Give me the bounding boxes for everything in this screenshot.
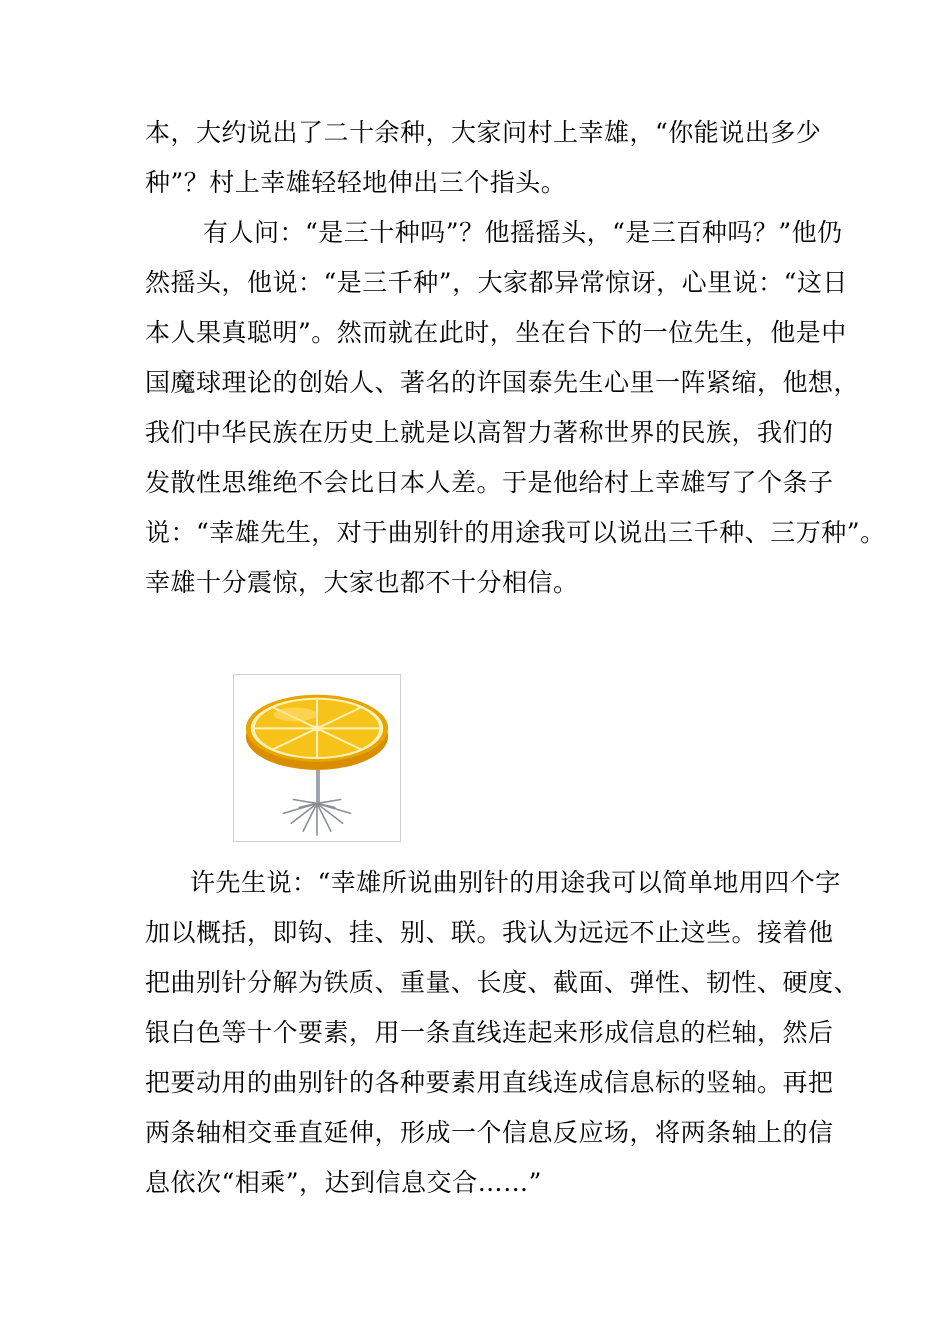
paragraph-line: 两条轴相交垂直延伸，形成一个信息反应场，将两条轴上的信	[145, 1118, 834, 1147]
paragraph-line: 把曲别针分解为铁质、重量、长度、截面、弹性、韧性、硬度、	[145, 968, 860, 997]
paragraph-line: 银白色等十个要素，用一条直线连起来形成信息的栏轴，然后	[145, 1018, 834, 1047]
orange-slice-table-icon	[234, 675, 400, 841]
paragraph-line: 有人问：“是三十种吗”？他摇摇头，“是三百种吗？”他仍	[203, 218, 843, 247]
paragraph-line: 幸雄十分震惊，大家也都不十分相信。	[145, 568, 579, 597]
paragraph-line: 把要动用的曲别针的各种要素用直线连成信息标的竖轴。再把	[145, 1068, 834, 1097]
paragraph-2	[145, 208, 886, 608]
paragraph-line: 我们中华民族在历史上就是以高智力著称世界的民族，我们的	[145, 418, 834, 447]
paragraph-line: 发散性思维绝不会比日本人差。于是他给村上幸雄写了个条子	[145, 468, 834, 497]
paragraph-line: 本，大约说出了二十余种，大家问村上幸雄，“你能说出多少	[145, 118, 822, 147]
paragraph-line: 种”？村上幸雄轻轻地伸出三个指头。	[145, 168, 567, 197]
paragraph-line: 许先生说：“幸雄所说曲别针的用途我可以简单地用四个字	[190, 868, 841, 897]
paragraph-line: 说：“幸雄先生，对于曲别针的用途我可以说出三千种、三万种”。	[145, 518, 886, 547]
paragraph-line: 国魔球理论的创始人、著名的许国泰先生心里一阵紧缩，他想，	[145, 368, 860, 397]
paragraph-1	[145, 108, 840, 208]
orange-slice-table-image	[233, 674, 401, 842]
paragraph-line: 本人果真聪明”。然而就在此时，坐在台下的一位先生，他是中	[145, 318, 847, 347]
paragraph-line: 加以概括，即钩、挂、别、联。我认为远远不止这些。接着他	[145, 918, 834, 947]
paragraph-3	[145, 858, 860, 1208]
paragraph-line: 然摇头，他说：“是三千种”，大家都异常惊讶，心里说：“这日	[145, 268, 848, 297]
paragraph-line: 息依次“相乘”，达到信息交合……”	[145, 1168, 542, 1197]
